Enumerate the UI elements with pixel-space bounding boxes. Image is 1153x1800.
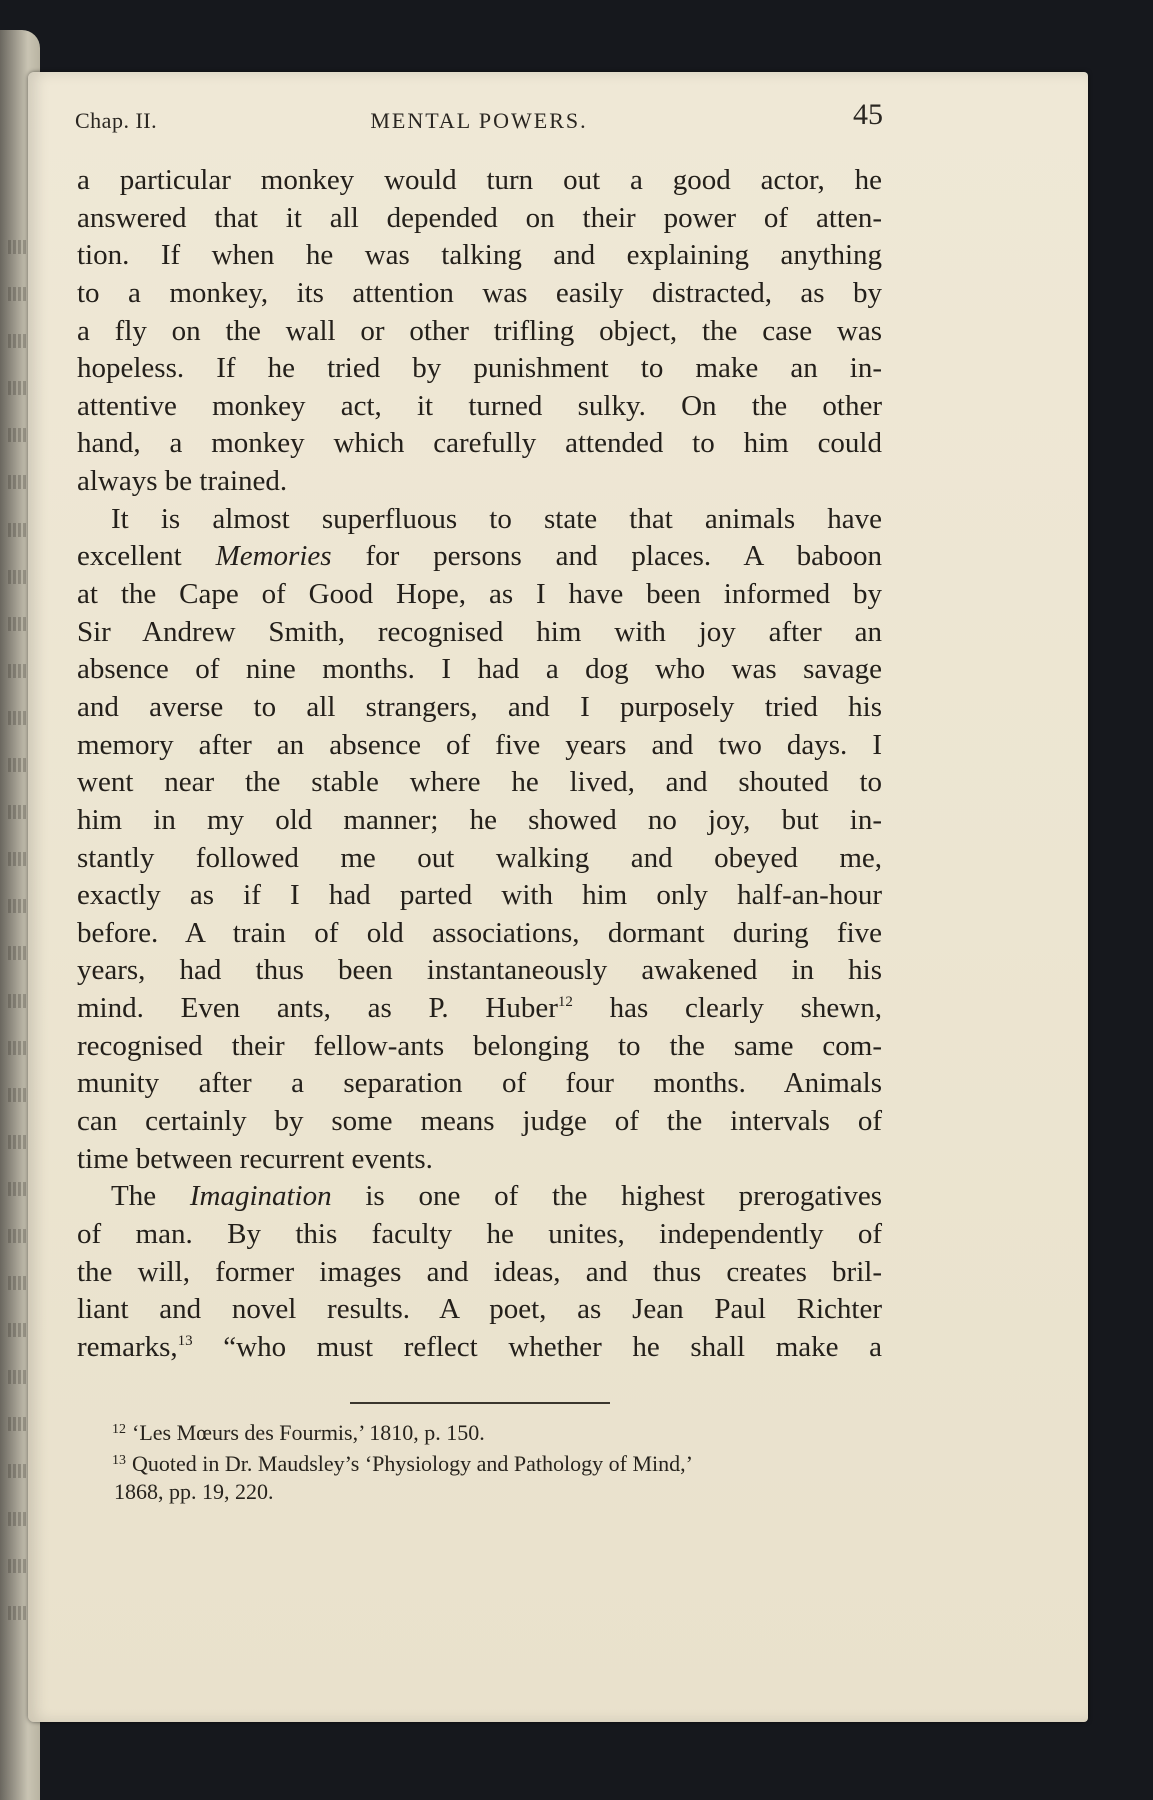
footnote-ref-12[interactable]: 12	[557, 994, 573, 1011]
text-line: always be trained.	[77, 465, 288, 498]
footnote-text: ‘Les Mœurs des Fourmis,’ 1810, p. 150.	[132, 1420, 485, 1445]
text-line: years, had thus been instantaneously awakened in his	[77, 954, 882, 987]
text-run: “who must reflect whether he shall make a	[192, 1330, 882, 1363]
paragraph-3	[77, 1178, 882, 1366]
footnote-text: Quoted in Dr. Maudsley’s ‘Physiology and Pathology of Mind,’	[132, 1451, 693, 1476]
text-run: for persons and places. A baboon	[331, 540, 882, 573]
text-line: him in my old manner; he showed no joy, but in-	[77, 803, 882, 836]
text-line: time between recurrent events.	[77, 1142, 433, 1175]
footnotes	[112, 1414, 890, 1507]
chapter-title: MENTAL POWERS.	[370, 108, 588, 133]
text-run: mind. Even ants, as P. Huber	[77, 992, 558, 1025]
footnote-12	[112, 1414, 890, 1445]
text-line: before. A train of old associations, dormant during five	[77, 916, 882, 949]
text-line: at the Cape of Good Hope, as I have been informed by	[77, 578, 882, 611]
text-line: went near the stable where he lived, and shouted to	[77, 766, 882, 799]
chapter-label: Chap. II.	[75, 108, 158, 133]
text-line: a particular monkey would turn out a good actor, he	[77, 164, 882, 196]
italic-term-memories: Memories	[215, 540, 332, 573]
text-line: answered that it all depended on their power of atten-	[77, 201, 882, 234]
text-run: is one of the highest prerogatives	[331, 1180, 882, 1213]
text-line: It is almost superfluous to state that animals have	[111, 502, 882, 535]
text-run: has clearly shewn,	[572, 992, 882, 1025]
text-line: memory after an absence of five years and two days. I	[77, 728, 882, 761]
page-number: 45	[853, 98, 883, 131]
text-line: attentive monkey act, it turned sulky. On the other	[77, 389, 882, 422]
italic-term-imagination: Imagination	[189, 1180, 332, 1213]
text-run: The	[111, 1180, 190, 1213]
footnote-ref-13[interactable]: 13	[177, 1332, 193, 1349]
text-line	[77, 1329, 882, 1367]
text-line: recognised their fellow-ants belonging to the same com-	[77, 1029, 882, 1062]
text-line: of man. By this faculty he unites, independently of	[77, 1217, 882, 1250]
text-run: excellent	[77, 540, 216, 573]
text-line: hopeless. If he tried by punishment to make an in-	[77, 352, 882, 385]
running-head	[75, 98, 883, 142]
text-line: hand, a monkey which carefully attended to him could	[77, 427, 882, 460]
footnote-13	[112, 1445, 890, 1476]
footnote-continuation: 1868, pp. 19, 220.	[114, 1479, 274, 1504]
text-line: a fly on the wall or other trifling object, the case was	[77, 314, 882, 347]
text-line: and averse to all strangers, and I purposely tried his	[77, 690, 882, 723]
text-line: the will, former images and ideas, and thus creates bril-	[77, 1255, 882, 1288]
text-line: stantly followed me out walking and obeyed me,	[77, 841, 882, 874]
text-line: absence of nine months. I had a dog who was savage	[77, 653, 882, 686]
footnote-mark: 13	[112, 1453, 126, 1468]
body-text	[77, 162, 882, 1367]
text-line	[77, 538, 882, 576]
paragraph-1	[77, 162, 882, 501]
paragraph-2	[77, 501, 882, 1179]
text-line	[77, 990, 882, 1028]
text-line: tion. If when he was talking and explaining anything	[77, 239, 882, 272]
text-line: munity after a separation of four months. Animals	[77, 1067, 882, 1100]
footnote-mark: 12	[112, 1422, 126, 1437]
text-line: exactly as if I had parted with him only half-an-hour	[77, 879, 882, 912]
text-run: remarks,	[77, 1330, 178, 1363]
text-line: liant and novel results. A poet, as Jean Paul Richter	[77, 1293, 882, 1326]
text-line	[77, 1178, 882, 1216]
text-line: Sir Andrew Smith, recognised him with joy after an	[77, 615, 882, 648]
text-line: can certainly by some means judge of the intervals of	[77, 1105, 882, 1138]
text-line: to a monkey, its attention was easily distracted, as by	[77, 276, 882, 309]
footnote-rule	[350, 1402, 610, 1404]
